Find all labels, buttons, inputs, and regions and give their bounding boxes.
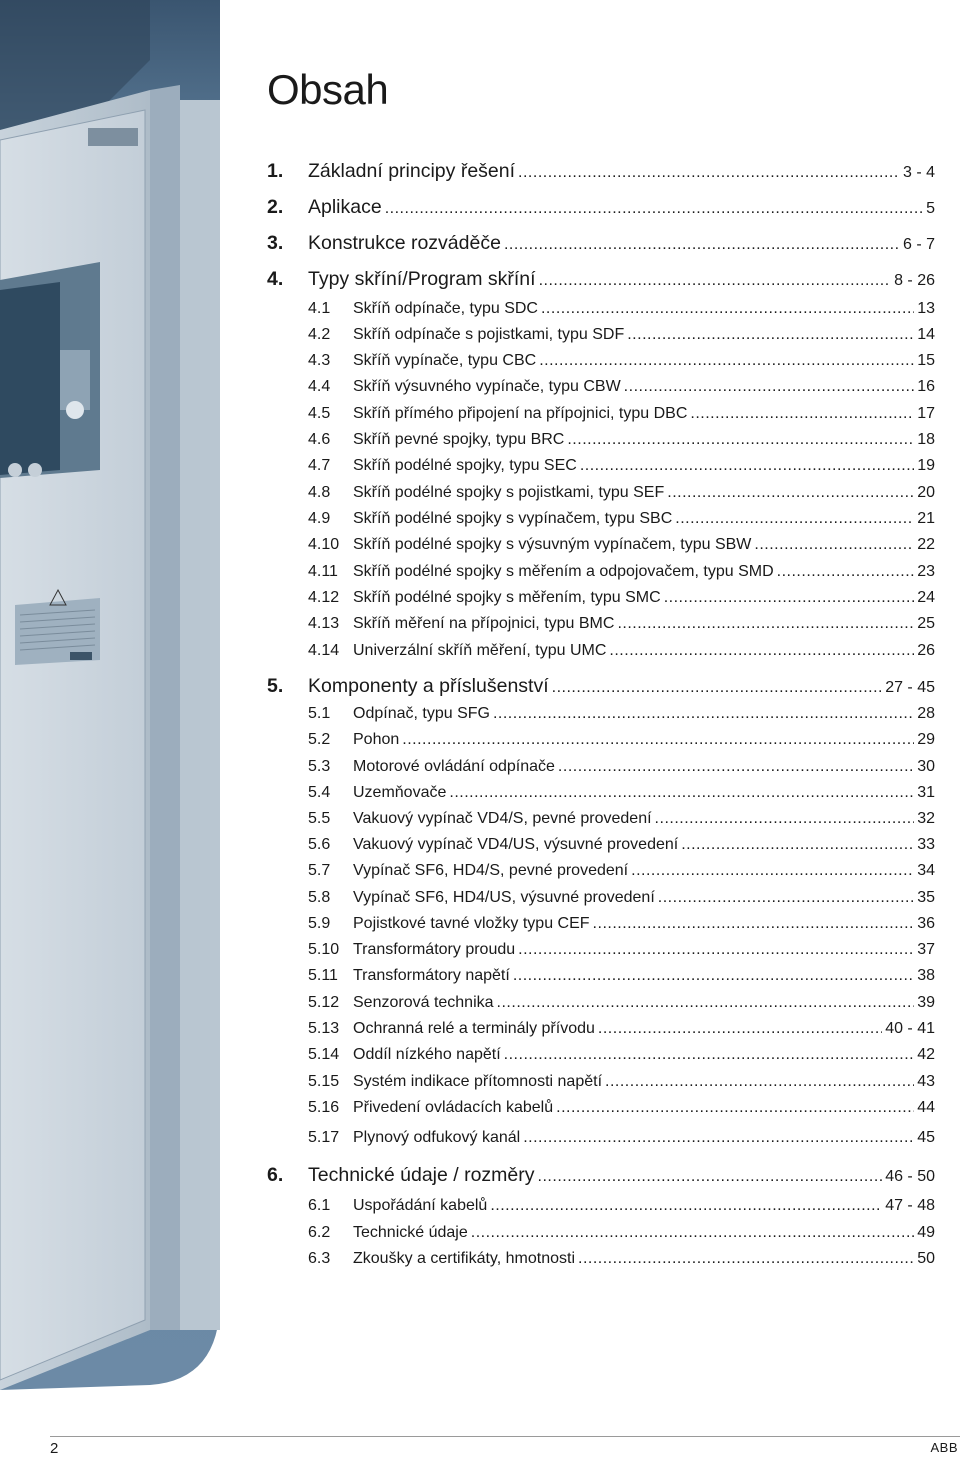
toc-label: Uzemňovače — [353, 784, 447, 801]
toc-label: Odpínač, typu SFG — [353, 705, 490, 722]
dot-leader — [605, 1073, 914, 1091]
toc-page: 29 — [917, 731, 935, 748]
toc-entry[interactable] — [267, 836, 935, 854]
dot-leader — [690, 405, 914, 423]
toc-label: Vakuový vypínač VD4/S, pevné provedení — [353, 810, 652, 827]
toc-entry[interactable] — [267, 941, 935, 959]
toc-page: 32 — [917, 810, 935, 827]
dot-leader — [593, 915, 915, 933]
toc-number: 4.14 — [308, 642, 340, 659]
toc-number: 5.9 — [308, 915, 331, 932]
toc-entry[interactable] — [267, 1224, 935, 1242]
toc-label: Skříň vypínače, typu CBC — [353, 352, 537, 369]
toc-number: 4.7 — [308, 457, 331, 474]
footer-rule — [50, 1436, 960, 1437]
dot-leader — [675, 510, 914, 528]
toc-entry[interactable] — [267, 1073, 935, 1091]
toc-number: 4.13 — [308, 615, 340, 632]
toc-page: 14 — [917, 326, 935, 343]
toc-page: 42 — [917, 1046, 935, 1063]
dot-leader — [539, 268, 892, 291]
toc-label: Přivedení ovládacích kabelů — [353, 1099, 554, 1116]
toc-label: Vypínač SF6, HD4/US, výsuvné provedení — [353, 889, 655, 906]
toc-label: Ochranná relé a terminály přívodu — [353, 1020, 595, 1037]
dot-leader — [681, 836, 914, 854]
toc-entry[interactable] — [267, 378, 935, 396]
toc-entry[interactable] — [267, 731, 935, 749]
dot-leader — [558, 758, 914, 776]
toc-entry[interactable] — [267, 300, 935, 318]
dot-leader — [497, 994, 915, 1012]
toc-page: 33 — [917, 836, 935, 853]
dot-leader — [777, 563, 915, 581]
dot-leader — [518, 941, 914, 959]
toc-page: 13 — [917, 300, 935, 317]
toc-entry[interactable] — [267, 536, 935, 554]
toc-label: Pohon — [353, 731, 400, 748]
toc-label: Aplikace — [308, 196, 382, 218]
toc-label: Pojistkové tavné vložky typu CEF — [353, 915, 590, 932]
toc-label: Transformátory proudu — [353, 941, 516, 958]
toc-page: 35 — [917, 889, 935, 906]
toc-page: 15 — [917, 352, 935, 369]
toc-page: 49 — [917, 1224, 935, 1241]
toc-entry[interactable] — [267, 967, 935, 985]
toc-page: 16 — [917, 378, 935, 395]
dot-leader — [471, 1224, 914, 1242]
toc-page: 36 — [917, 915, 935, 932]
toc-entry[interactable] — [267, 160, 935, 183]
toc-entry[interactable] — [267, 563, 935, 581]
toc-entry[interactable] — [267, 642, 935, 660]
toc-page: 18 — [917, 431, 935, 448]
toc-label: Plynový odfukový kanál — [353, 1129, 521, 1146]
toc-label: Skříň přímého připojení na přípojnici, typu DBC — [353, 405, 688, 422]
dot-leader — [504, 1046, 915, 1064]
toc-entry[interactable] — [267, 352, 935, 370]
toc-page: 23 — [917, 563, 935, 580]
toc-number: 5.17 — [308, 1129, 340, 1146]
toc-label: Skříň podélné spojky s měřením a odpojovačem, typu SMD — [353, 563, 774, 580]
toc-number: 1. — [267, 160, 284, 182]
dot-leader — [552, 675, 883, 698]
toc-label: Univerzální skříň měření, typu UMC — [353, 642, 607, 659]
toc-entry[interactable] — [267, 405, 935, 423]
toc-entry[interactable] — [267, 1250, 935, 1268]
dot-leader — [493, 705, 914, 723]
toc-page: 30 — [917, 758, 935, 775]
toc-label: Skříň výsuvného vypínače, typu CBW — [353, 378, 621, 395]
toc-page: 34 — [917, 862, 935, 879]
toc-entry[interactable] — [267, 784, 935, 802]
toc-entry[interactable] — [267, 268, 935, 291]
toc-label: Vakuový vypínač VD4/US, výsuvné provedení — [353, 836, 679, 853]
dot-leader — [402, 731, 914, 749]
dot-leader — [567, 431, 914, 449]
toc-number: 5.7 — [308, 862, 331, 879]
dot-leader — [385, 196, 923, 219]
dot-leader — [449, 784, 914, 802]
dot-leader — [538, 1164, 883, 1187]
toc-number: 4.1 — [308, 300, 331, 317]
toc-label: Skříň podélné spojky s měřením, typu SMC — [353, 589, 661, 606]
dot-leader — [523, 1129, 914, 1147]
toc-label: Skříň podélné spojky s pojistkami, typu SEF — [353, 484, 665, 501]
toc-entry[interactable] — [267, 675, 935, 698]
toc-entry[interactable] — [267, 1164, 935, 1187]
toc-label: Zkoušky a certifikáty, hmotnosti — [353, 1250, 575, 1267]
toc-page: 28 — [917, 705, 935, 722]
toc-page: 8 - 26 — [894, 272, 935, 289]
toc-entry[interactable] — [267, 1099, 935, 1117]
toc-page: 39 — [917, 994, 935, 1011]
toc-number: 4.4 — [308, 378, 331, 395]
toc-number: 5.13 — [308, 1020, 340, 1037]
toc-number: 5.5 — [308, 810, 331, 827]
toc-entry[interactable] — [267, 589, 935, 607]
toc-number: 6.1 — [308, 1197, 331, 1214]
toc-page: 20 — [917, 484, 935, 501]
dot-leader — [627, 326, 914, 344]
toc-label: Technické údaje — [353, 1224, 468, 1241]
toc-page: 26 — [917, 642, 935, 659]
toc-number: 5.14 — [308, 1046, 340, 1063]
dot-leader — [513, 967, 914, 985]
toc-label: Oddíl nízkého napětí — [353, 1046, 501, 1063]
toc-number: 4. — [267, 268, 284, 290]
toc-label: Skříň odpínače s pojistkami, typu SDF — [353, 326, 625, 343]
toc-number: 4.9 — [308, 510, 331, 527]
dot-leader — [556, 1099, 914, 1117]
toc-page: 27 - 45 — [885, 679, 935, 696]
toc-label: Typy skříní/Program skříní — [308, 268, 536, 290]
dot-leader — [518, 160, 900, 183]
toc-label: Transformátory napětí — [353, 967, 510, 984]
dot-leader — [541, 300, 914, 318]
dot-leader — [754, 536, 914, 554]
toc-page: 5 — [926, 200, 935, 217]
toc-page: 37 — [917, 941, 935, 958]
toc-label: Skříň podélné spojky s vypínačem, typu SBC — [353, 510, 673, 527]
toc-number: 5.1 — [308, 705, 331, 722]
toc-page: 50 — [917, 1250, 935, 1267]
toc-entry[interactable] — [267, 705, 935, 723]
toc-number: 5.2 — [308, 731, 331, 748]
toc-entry[interactable] — [267, 758, 935, 776]
toc-entry[interactable] — [267, 994, 935, 1012]
dot-leader — [580, 457, 914, 475]
toc-page: 21 — [917, 510, 935, 527]
toc-page: 46 - 50 — [885, 1168, 935, 1185]
toc-number: 4.12 — [308, 589, 340, 606]
toc-entry[interactable] — [267, 510, 935, 528]
dot-leader — [617, 615, 914, 633]
toc-number: 4.2 — [308, 326, 331, 343]
toc-page: 19 — [917, 457, 935, 474]
dot-leader — [631, 862, 914, 880]
dot-leader — [658, 889, 914, 907]
dot-leader — [578, 1250, 914, 1268]
toc-entry[interactable] — [267, 1020, 935, 1038]
toc-entry[interactable] — [267, 326, 935, 344]
toc-page: 38 — [917, 967, 935, 984]
toc-label: Skříň odpínače, typu SDC — [353, 300, 538, 317]
dot-leader — [667, 484, 914, 502]
toc-number: 2. — [267, 196, 284, 218]
toc-page: 40 - 41 — [885, 1020, 935, 1037]
toc-label: Skříň pevné spojky, typu BRC — [353, 431, 565, 448]
dot-leader — [504, 232, 900, 255]
switchgear-photo — [0, 0, 260, 1390]
dot-leader — [598, 1020, 882, 1038]
toc-label: Základní principy řešení — [308, 160, 516, 182]
toc-entry[interactable] — [267, 1046, 935, 1064]
toc-entry[interactable] — [267, 457, 935, 475]
toc-number: 5.10 — [308, 941, 340, 958]
toc-label: Skříň podélné spojky, typu SEC — [353, 457, 577, 474]
toc-entry[interactable] — [267, 1129, 935, 1147]
toc-page: 44 — [917, 1099, 935, 1116]
toc-page: 25 — [917, 615, 935, 632]
toc-entry[interactable] — [267, 484, 935, 502]
toc-page: 6 - 7 — [902, 236, 935, 253]
toc-number: 4.3 — [308, 352, 331, 369]
toc-label: Vypínač SF6, HD4/S, pevné provedení — [353, 862, 629, 879]
toc-page: 43 — [917, 1073, 935, 1090]
toc-label: Komponenty a příslušenství — [308, 675, 549, 697]
toc-number: 4.10 — [308, 536, 340, 553]
toc-number: 5.16 — [308, 1099, 340, 1116]
toc-page: 3 - 4 — [902, 164, 935, 181]
toc-label: Skříň podélné spojky s výsuvným vypínačem, typu SBW — [353, 536, 752, 553]
toc-label: Skříň měření na přípojnici, typu BMC — [353, 615, 615, 632]
toc-entry[interactable] — [267, 615, 935, 633]
page-title: Obsah — [267, 66, 389, 113]
toc-entry[interactable] — [267, 1197, 935, 1215]
toc-entry[interactable] — [267, 889, 935, 907]
dot-leader — [664, 589, 915, 607]
toc-number: 5.12 — [308, 994, 340, 1011]
toc-number: 5.8 — [308, 889, 331, 906]
brand-logo: ABB — [930, 1440, 958, 1455]
toc-entry[interactable] — [267, 915, 935, 933]
toc-entry[interactable] — [267, 431, 935, 449]
page-number: 2 — [50, 1440, 59, 1457]
toc-page: 22 — [917, 536, 935, 553]
toc-number: 4.11 — [308, 563, 338, 580]
toc-page: 17 — [917, 405, 935, 422]
toc-number: 5. — [267, 675, 284, 697]
dot-leader — [539, 352, 914, 370]
toc-number: 6.2 — [308, 1224, 331, 1241]
toc-number: 5.3 — [308, 758, 331, 775]
toc-entry[interactable] — [267, 232, 935, 255]
toc-entry[interactable] — [267, 862, 935, 880]
dot-leader — [609, 642, 914, 660]
toc-entry[interactable] — [267, 196, 935, 219]
toc-number: 5.15 — [308, 1073, 340, 1090]
toc-label: Systém indikace přítomnosti napětí — [353, 1073, 603, 1090]
toc-number: 5.6 — [308, 836, 331, 853]
toc-label: Technické údaje / rozměry — [308, 1164, 535, 1186]
dot-leader — [655, 810, 915, 828]
toc-label: Uspořádání kabelů — [353, 1197, 488, 1214]
toc-page: 45 — [917, 1129, 935, 1146]
toc-page: 31 — [917, 784, 935, 801]
toc-entry[interactable] — [267, 810, 935, 828]
toc-page: 24 — [917, 589, 935, 606]
toc-label: Senzorová technika — [353, 994, 494, 1011]
toc-number: 4.5 — [308, 405, 331, 422]
toc-number: 6.3 — [308, 1250, 331, 1267]
dot-leader — [624, 378, 915, 396]
toc-number: 4.6 — [308, 431, 331, 448]
dot-leader — [490, 1197, 882, 1215]
toc-number: 4.8 — [308, 484, 331, 501]
toc-page: 47 - 48 — [885, 1197, 935, 1214]
toc-number: 6. — [267, 1164, 284, 1186]
toc-number: 5.11 — [308, 967, 338, 984]
toc-number: 3. — [267, 232, 284, 254]
toc-label: Konstrukce rozváděče — [308, 232, 501, 254]
toc-label: Motorové ovládání odpínače — [353, 758, 555, 775]
toc-number: 5.4 — [308, 784, 331, 801]
